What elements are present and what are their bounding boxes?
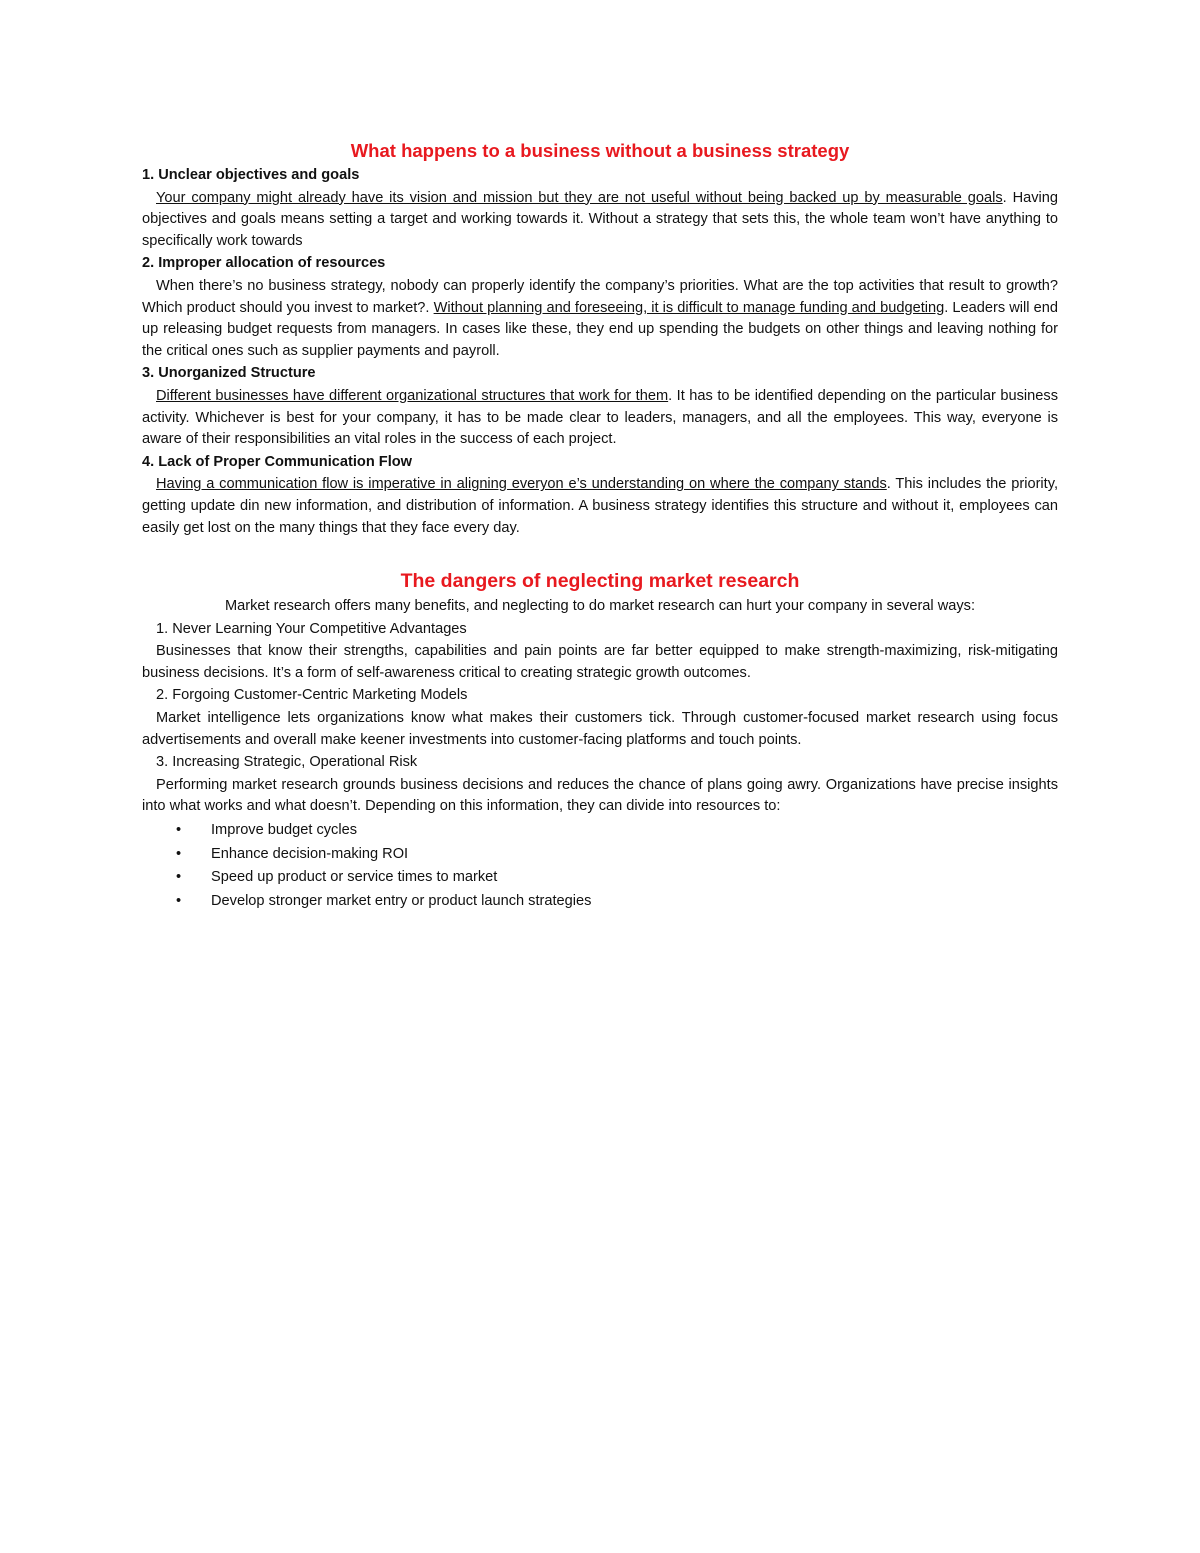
list-item bbox=[142, 820, 1058, 844]
section2-title: The dangers of neglecting market research bbox=[400, 570, 800, 593]
section1-item2-heading: 2. Improper allocation of resources bbox=[142, 255, 386, 272]
section1-item3-text: . It has to be identified depending on the particular business activity. Whichever is best for your company, it has to be made clear to leaders, managers, and all the employees. This way, everyone is aware of their responsibilities an vital roles in the success of each project. bbox=[142, 387, 1058, 448]
list-item bbox=[142, 844, 1058, 868]
bullet-icon: • bbox=[176, 892, 182, 909]
section1-item3-heading: 3. Unorganized Structure bbox=[142, 365, 316, 382]
list-item-text: Improve budget cycles bbox=[211, 822, 358, 839]
bullet-icon: • bbox=[176, 869, 182, 886]
section2-item2-paragraph: Market intelligence lets organizations know what makes their customers tick. Through customer-focused market research using focus advertisements and overall make keener investments into customer-facing platforms and touch points. bbox=[142, 710, 1058, 748]
section1-item1-heading: 1. Unclear objectives and goals bbox=[142, 167, 360, 183]
list-item-text: Enhance decision-making ROI bbox=[211, 845, 409, 862]
section1-item1-underlined: Your company might already have its vision and mission but they are not useful without being backed up by measurable goals bbox=[156, 189, 1003, 206]
section2-item1-paragraph: Businesses that know their strengths, capabilities and pain points are far better equipped to make strength-maximizing, risk-mitigating business decisions. It’s a form of self-awareness critical to creating strategic growth outcomes. bbox=[142, 643, 1058, 681]
section1-item3-underlined: Different businesses have different organizational structures that work for them bbox=[156, 387, 669, 404]
section1-item2-text: . Leaders will end up releasing budget requests from managers. In cases like these, they end up spending the budgets on other things and leaving nothing for the critical ones such as supplier payments and payroll. bbox=[142, 299, 1058, 359]
section1-item2-text-before: When there’s no business strategy, nobody can properly identify the company’s priorities. What are the top activities that result to growth? Which product should you invest to market?. bbox=[142, 277, 1058, 316]
section1-item4-paragraph bbox=[142, 474, 1058, 539]
section1-item1-text: . Having objectives and goals means setting a target and working towards it. Without a strategy that sets this, the whole team won’t have anything to specifically work towards bbox=[142, 189, 1058, 249]
section2-item3-heading: 3. Increasing Strategic, Operational Risk bbox=[156, 754, 418, 771]
section2-item1-heading: 1. Never Learning Your Competitive Advantages bbox=[156, 620, 467, 637]
bullet-icon: • bbox=[176, 845, 182, 862]
section1-item1-paragraph bbox=[142, 188, 1058, 253]
list-item-text: Speed up product or service times to market bbox=[211, 869, 498, 886]
section1-item3-paragraph bbox=[142, 386, 1058, 451]
section2-intro: Market research offers many benefits, and neglecting to do market research can hurt your company in several ways: bbox=[224, 598, 976, 615]
list-item-text: Develop stronger market entry or product launch strategies bbox=[211, 892, 592, 909]
section1-title: What happens to a business without a business strategy bbox=[350, 140, 850, 161]
list-item bbox=[142, 867, 1058, 891]
bullet-list bbox=[142, 820, 1058, 914]
section1-item2-paragraph bbox=[142, 276, 1058, 362]
document-page bbox=[142, 138, 1058, 914]
section2-item2-heading: 2. Forgoing Customer-Centric Marketing Models bbox=[156, 687, 468, 704]
section1-item4-text: . This includes the priority, getting update din new information, and distribution of information. A business strategy identifies this structure and without it, employees can easily get lost on the many things that they face every day. bbox=[142, 476, 1058, 536]
section1-item4-underlined: Having a communication flow is imperative in aligning everyon e’s understanding on where the company stands bbox=[156, 476, 887, 493]
section2-item3-paragraph: Performing market research grounds business decisions and reduces the chance of plans going awry. Organizations have precise insights into what works and what doesn’t. Depending on this information, they can divide into resources to: bbox=[142, 776, 1058, 815]
section1-item2-underlined: Without planning and foreseeing, it is difficult to manage funding and budgeting bbox=[433, 299, 945, 316]
bullet-icon: • bbox=[176, 822, 182, 839]
list-item bbox=[142, 891, 1058, 915]
section1-item4-heading: 4. Lack of Proper Communication Flow bbox=[142, 453, 413, 470]
